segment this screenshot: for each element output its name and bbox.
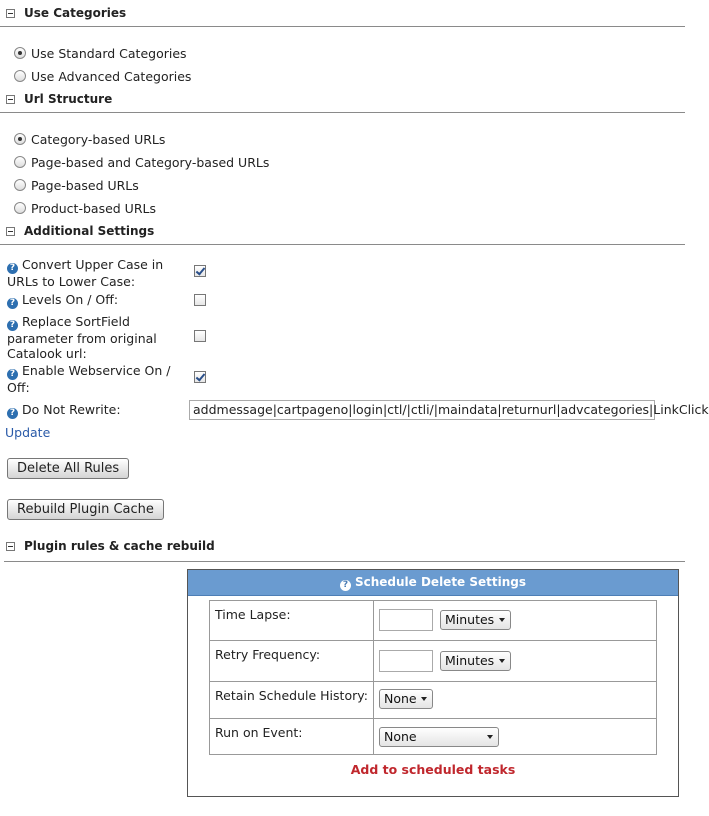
- checkbox-convert-upper[interactable]: [194, 265, 206, 277]
- chevron-down-icon: [499, 659, 505, 663]
- radio-page-urls[interactable]: Page-based URLs: [14, 176, 139, 194]
- time-lapse-unit-select[interactable]: Minutes: [440, 610, 511, 630]
- rebuild-plugin-cache-button[interactable]: Rebuild Plugin Cache: [7, 499, 164, 520]
- radio-icon[interactable]: [14, 179, 26, 191]
- chevron-down-icon: [487, 735, 493, 739]
- retain-history-select[interactable]: None: [379, 689, 433, 709]
- label-do-not-rewrite: ? Do Not Rewrite:: [7, 402, 182, 419]
- divider: [4, 561, 685, 562]
- label-levels: ? Levels On / Off:: [7, 292, 182, 309]
- retry-frequency-input[interactable]: [379, 650, 433, 672]
- run-on-event-label: Run on Event:: [210, 719, 374, 755]
- collapse-icon[interactable]: [6, 542, 15, 551]
- help-icon[interactable]: ?: [340, 580, 351, 591]
- table-row: [210, 601, 657, 641]
- checkbox-replace-sortfield[interactable]: [194, 330, 206, 342]
- help-icon[interactable]: ?: [7, 263, 18, 274]
- panel-header: ? Schedule Delete Settings: [188, 570, 678, 596]
- label-convert-upper: ? Convert Upper Case in URLs to Lower Case:: [7, 257, 164, 289]
- label-replace-sortfield: ? Replace SortField parameter from original Catalook url:: [7, 314, 157, 361]
- help-icon[interactable]: ?: [7, 369, 18, 380]
- section-additional-settings: [0, 224, 685, 245]
- run-on-event-select[interactable]: None: [379, 727, 499, 747]
- radio-icon[interactable]: [14, 133, 26, 145]
- radio-icon[interactable]: [14, 156, 26, 168]
- collapse-icon[interactable]: [6, 9, 15, 18]
- radio-product-urls[interactable]: Product-based URLs: [14, 199, 156, 217]
- section-url-structure: [0, 92, 685, 113]
- help-icon[interactable]: ?: [7, 408, 18, 419]
- label-webservice: ? Enable Webservice On / Off:: [7, 363, 171, 395]
- time-lapse-input[interactable]: [379, 609, 433, 631]
- schedule-table: [209, 600, 657, 755]
- section-title: Url Structure: [24, 92, 113, 106]
- table-row: [210, 719, 657, 755]
- table-row: [210, 641, 657, 682]
- section-plugin-rules: [0, 539, 685, 559]
- section-use-categories: [0, 6, 685, 27]
- radio-page-category-urls[interactable]: Page-based and Category-based URLs: [14, 153, 269, 171]
- section-title: Use Categories: [24, 6, 127, 20]
- retain-history-label: Retain Schedule History:: [210, 682, 374, 719]
- retry-frequency-label: Retry Frequency:: [210, 641, 374, 682]
- radio-standard-categories[interactable]: Use Standard Categories: [14, 44, 187, 62]
- chevron-down-icon: [421, 697, 427, 701]
- retry-frequency-unit-select[interactable]: Minutes: [440, 651, 511, 671]
- radio-icon[interactable]: [14, 202, 26, 214]
- delete-all-rules-button[interactable]: Delete All Rules: [7, 458, 129, 479]
- time-lapse-label: Time Lapse:: [210, 601, 374, 641]
- do-not-rewrite-input[interactable]: addmessage|cartpageno|login|ctl/|ctli/|maindata|returnurl|advcategories|LinkClick: [189, 400, 655, 420]
- table-row: [210, 682, 657, 719]
- update-link[interactable]: Update: [5, 425, 51, 440]
- collapse-icon[interactable]: [6, 227, 15, 236]
- schedule-delete-panel: [187, 569, 679, 797]
- checkbox-webservice[interactable]: [194, 371, 206, 383]
- radio-advanced-categories[interactable]: Use Advanced Categories: [14, 67, 191, 85]
- chevron-down-icon: [499, 618, 505, 622]
- section-title: Plugin rules & cache rebuild: [24, 539, 215, 553]
- radio-icon[interactable]: [14, 70, 26, 82]
- collapse-icon[interactable]: [6, 95, 15, 104]
- help-icon[interactable]: ?: [7, 298, 18, 309]
- add-to-scheduled-tasks-link[interactable]: Add to scheduled tasks: [350, 762, 516, 777]
- section-title: Additional Settings: [24, 224, 155, 238]
- checkbox-levels[interactable]: [194, 294, 206, 306]
- radio-icon[interactable]: [14, 47, 26, 59]
- radio-category-urls[interactable]: Category-based URLs: [14, 130, 165, 148]
- help-icon[interactable]: ?: [7, 320, 18, 331]
